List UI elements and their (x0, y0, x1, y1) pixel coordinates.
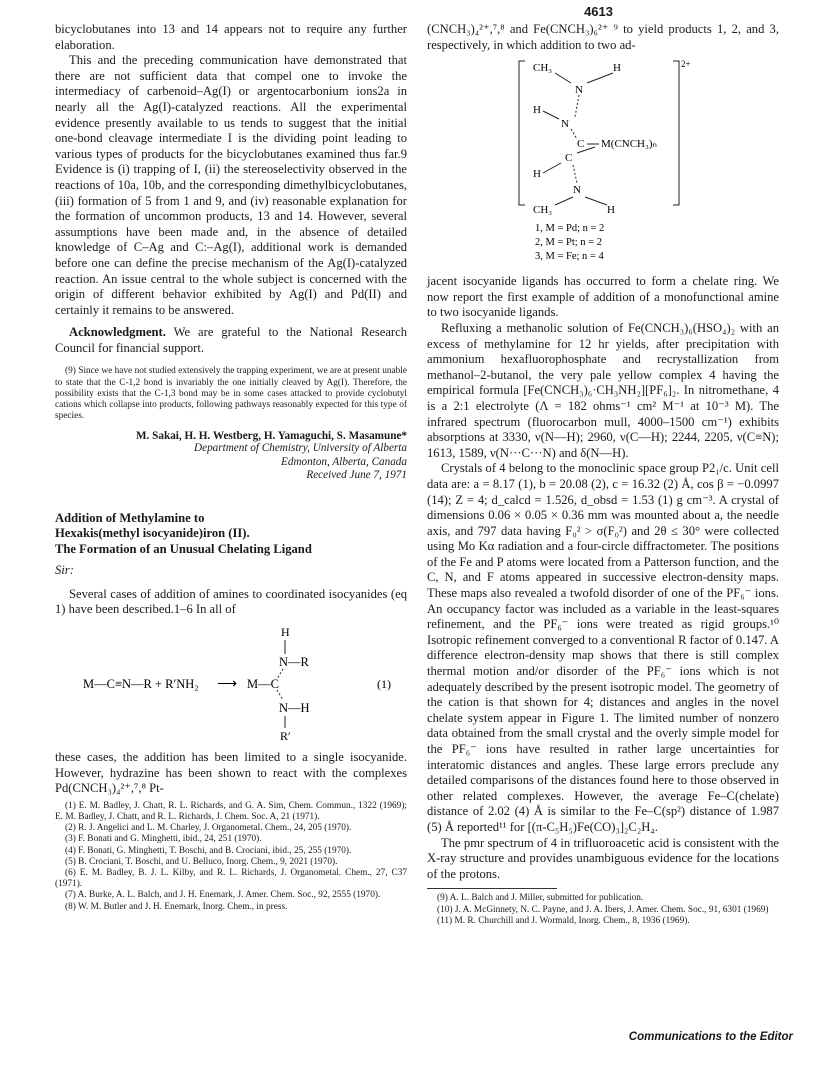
c1: C (577, 138, 585, 151)
paragraph: The pmr spectrum of 4 in trifluoroacetic acid is consistent with the X-ray structure and provides unambiguous evidence for the locations of the protons. (427, 835, 779, 881)
paragraph: bicyclobutanes into 13 and 14 appears not to require any further elaboration. (55, 22, 407, 52)
n2: N (561, 118, 569, 131)
eq-nr: N—R (279, 654, 309, 669)
eq-m: M—C (247, 676, 279, 691)
ack-text: We are grateful to the National Research Council for financial support. (55, 325, 407, 355)
article-title (55, 511, 407, 557)
eq-number: (1) (377, 676, 391, 691)
title-line: Addition of Methylamine to (55, 510, 205, 525)
reference: (2) R. J. Angelici and L. M. Charley, J. Organometal. Chem., 24, 205 (1970). (65, 823, 352, 834)
reference: (4) F. Bonati, G. Minghetti, T. Boschi, and B. Crociani, ibid., 25, 255 (1970). (65, 845, 352, 856)
reference: (9) A. L. Balch and J. Miller, submitted for publication. (437, 893, 644, 904)
n1: N (575, 84, 583, 97)
eq-h-top: H (281, 624, 290, 639)
reference: (5) B. Crociani, T. Boschi, and U. Belluco, Inorg. Chem., 9, 2021 (1970). (65, 856, 338, 867)
paragraph: jacent isocyanide ligands has occurred to form a chelate ring. We now report the first example of addition of a monofunctional amine to two isocyanide ligands. (427, 274, 779, 320)
structure-diagram (427, 55, 779, 270)
page-number: 4613 (584, 4, 613, 19)
compound-label: 3, M = Fe; n = 4 (535, 251, 604, 263)
ch3-bottom: CH₃ (533, 204, 553, 217)
salutation: Sir: (55, 563, 74, 578)
h-mid: H (533, 104, 541, 117)
title-line: Hexakis(methyl isocyanide)iron (II). (55, 526, 250, 541)
equation-diagram (55, 624, 407, 744)
paragraph: (CNCH₃)₄²⁺,⁷,⁸ and Fe(CNCH₃)₆²⁺ ⁹ to yield products 1, 2, and 3, respectively, in which addition to two ad- (427, 22, 779, 52)
title-line: The Formation of an Unusual Chelating Ligand (55, 541, 312, 556)
compound-label: 2, M = Pt; n = 2 (535, 237, 602, 249)
reference: (3) F. Bonati and G. Minghetti, ibid., 24, 251 (1970). (65, 834, 262, 845)
h-bottom: H (607, 204, 615, 217)
charge: 2+ (681, 59, 691, 70)
ch3-top: CH₃ (533, 62, 553, 75)
affiliation-line: Department of Chemistry, University of Alberta (194, 442, 407, 455)
h-low: H (533, 168, 541, 181)
eq-rprime: R′ (280, 728, 291, 743)
h-top: H (613, 62, 621, 75)
reference: (11) M. R. Churchill and J. Wormald, Inorg. Chem., 8, 1936 (1969). (437, 915, 690, 926)
running-footer: Communications to the Editor (628, 1031, 793, 1043)
compound-label: 1, M = Pd; n = 2 (535, 223, 605, 235)
footnote-9: (9) Since we have not studied extensively the trapping experiment, we are at present unable to state that the C-1,2 bond is invariably the one initially cleaved by Ag(I). Therefore, the possibility exists that the C-1,3 bond may be in some cases attacked to provide cyclobutyl cations which collapse into products, following pathways reasonably expected for this type of species. (55, 366, 407, 422)
reference: (6) E. M. Badley, B. J. L. Kilby, and R. L. Richards, J. Organometal. Chem., 27, C37 (1971). (55, 867, 407, 890)
left-column (55, 22, 407, 913)
affiliation-line: Edmonton, Alberta, Canada (281, 455, 407, 468)
paragraph: Several cases of addition of amines to coordinated isocyanides (eq 1) have been described.1–6 In all of (55, 586, 407, 617)
received-date: Received June 7, 1971 (306, 469, 407, 482)
ack-label: Acknowledgment. (69, 325, 166, 340)
reference: (1) E. M. Badley, J. Chatt, R. L. Richards, and G. A. Sim, Chem. Commun., 1322 (1969); E. M. Badley, J. Chatt, and R. L. Richards, J. Chem. Soc. A, 21 (1971). (55, 800, 407, 822)
paragraph: these cases, the addition has been limited to a single isocyanide. However, hydrazine has been shown to react with the complexes Pd(CNCH₃)₄²⁺,⁷,⁸ Pt- (55, 749, 407, 796)
eq-arrow: ⟶ (217, 676, 238, 692)
right-column (427, 22, 779, 927)
paragraph: Crystals of 4 belong to the monoclinic space group P2₁/c. Unit cell data are: a = 8.17 (1), b = 20.08 (2), c = 16.32 (2) Å, cos β = −0.0997 (14); Z = 4; d_calcd = 1.526, d_obsd = 1.53 (1) g cm⁻³. A crystal of dimensions 0.06 × 0.05 × 0.36 mm was mounted about a, the needle axis, and 797 data having F₀² > σ(F₀²) and 2θ ≤ 30° were collected using Mo Kα radiation and a four-circle diffractometer. The positions of the Fe and P atoms were located from a Patterson function, and the C, N, and F atoms appeared in successive electron-density maps. These maps also revealed a twofold disorder of one of the PF₆⁻ ions. An occupancy factor was included as a variable in the least-squares refinement, and the PF₆⁻ ions were treated as rigid groups.¹⁰ Isotropic refinement converged to a conventional R factor of 0.147. A difference electron-density map shows that there is still complex thermal motion and/or disorder of the PF₆⁻ ions which is not adequately described by the present isotropic model. The geometry of the cation is that shown for 4; distances and angles in the novel chelate system appear in Figure 1. The limited number of nonzero data obtained from the small crystal and the overly simple model for the PF₆⁻ ions have resulted in rather large uncertainties for interatomic distances and angles. These large errors preclude any detailed comparisons of the distances found here to those observed in other related complexes. However, the average Fe–C(chelate) distance of 2.02 (4) Å is similar to the Fe–C(sp²) distance of 1.987 (5) Å reported¹¹ for [(π-C₅H₅)Fe(CO)₃]₂C₂H₄. (427, 461, 779, 834)
n4: N (573, 184, 581, 197)
m-cncH3: M(CNCH₃)ₙ (601, 138, 657, 151)
reference: (10) J. A. McGinnety, N. C. Payne, and J. A. Ibers, J. Amer. Chem. Soc., 91, 6301 (1969) (437, 904, 769, 915)
authors: M. Sakai, H. H. Westberg, H. Yamaguchi, S. Masamune* (136, 430, 407, 443)
reference: (7) A. Burke, A. L. Balch, and J. H. Enemark, J. Amer. Chem. Soc., 92, 2555 (1970). (65, 890, 381, 901)
reference-list (427, 893, 779, 927)
equation-1 (55, 624, 407, 744)
reference-list (55, 801, 407, 913)
chelate-structure (427, 55, 779, 270)
paragraph: This and the preceding communication have demonstrated that there are not sufficient data that compel one to invoke the intermediacy of carbenoid–Ag(I) or argentocarbonium ions2a in nearly all the Ag(I)-catalyzed reactions. All the experimental evidence presently available to us tends to suggest that the initial one-bond cleavage intermediate I is the dividing point leading to various types of products for the bicyclobutanes examined thus far.9 Evidence is (i) trapping of I, (ii) the stereoselectivity observed in the reactions of 10a, 10b, and the corresponding dimethylbicyclobutanes, (iii) formation of 5 from 1 and 9, and (iv) reasonable explanation for the formation of uncommon products, 13 and 14. However, several assumptions have been made and, in the absence of detailed knowledge of C–Ag and C:–Ag(I), additional work is demanded before one can define the precise mechanism of the Ag(I)-catalyzed reaction. An issue central to the whole subject is concerned with the origin of different behavior exhibited by Ag(I) and Pd(II) and certainly it remains to be answered. (55, 53, 407, 317)
paragraph: Refluxing a methanolic solution of Fe(CNCH₃)₆(HSO₄)₂ with an excess of methylamine for 12 hr yields, after precipitation with ammonium hexafluorophosphate and recrystallization from methanol–2-butanol, the very pale yellow complex 4 having the empirical formula [Fe(CNCH₃)₆·CH₃NH₂][PF₆]₂. In nitromethane, 4 is a 2:1 electrolyte (Λ = 182 ohms⁻¹ cm² M⁻¹ at 10⁻³ M). The infrared spectrum (fluorocarbon mull, 4000–1500 cm⁻¹) exhibits absorptions at 3330, ν(N—H); 2960, ν(C—H); 2244, 2205, ν(C≡N); 1613, 1589, ν(N···C···N) and δ(N—H). (427, 320, 779, 460)
footnote-rule (427, 888, 557, 889)
c2: C (565, 152, 573, 165)
eq-lhs: M—C≡N—R + R′NH₂ (83, 676, 199, 691)
reference: (8) W. M. Butler and J. H. Enemark, Inorg. Chem., in press. (65, 901, 288, 912)
eq-nh: N—H (279, 700, 310, 715)
acknowledgment (55, 325, 407, 356)
